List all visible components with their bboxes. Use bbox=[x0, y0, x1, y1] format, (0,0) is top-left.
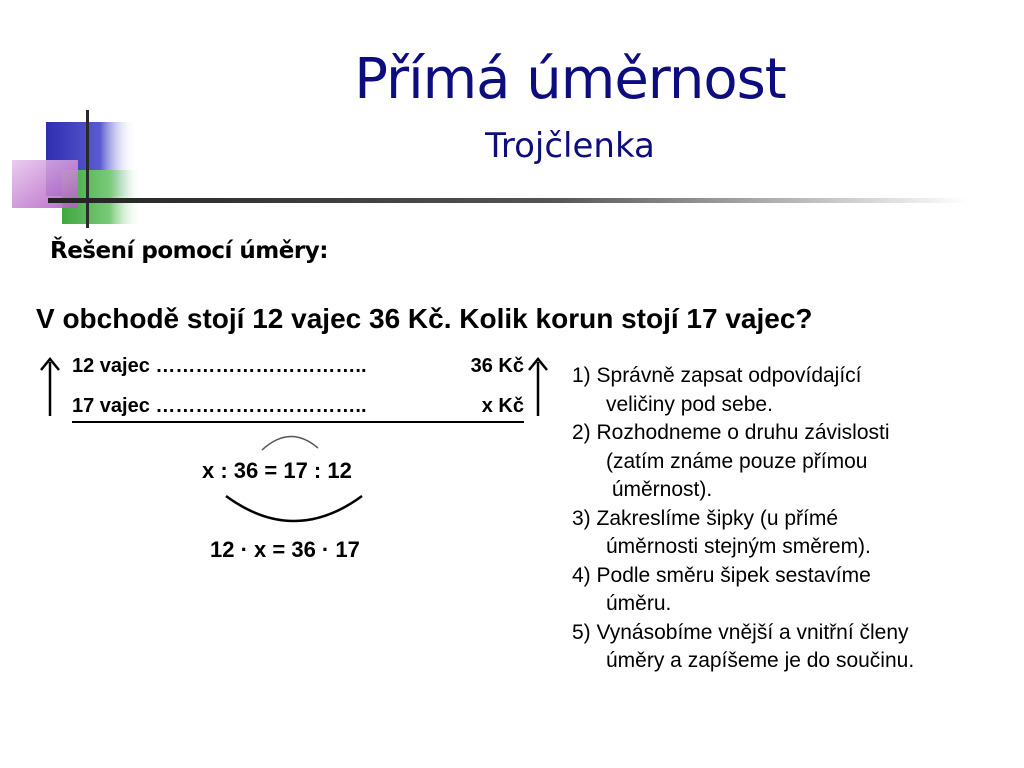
right-up-arrow-icon bbox=[526, 356, 550, 418]
step-2-cont-1: (zatím známe pouze přímou bbox=[606, 449, 868, 473]
step-1-first-line: 1) Správně zapsat odpovídající bbox=[572, 364, 862, 387]
section-heading: Řešení pomocí úměry: bbox=[50, 238, 328, 264]
row2-right: x Kč bbox=[481, 395, 524, 417]
step-2 bbox=[572, 419, 1012, 505]
slide-subtitle: Trojčlenka bbox=[485, 126, 655, 166]
row1-left: 12 vajec ………………………….. bbox=[72, 355, 367, 377]
step-3-cont-1: úměrnosti stejným směrem). bbox=[606, 535, 871, 558]
word-problem: V obchodě stojí 12 vajec 36 Kč. Kolik korun stojí 17 vajec? bbox=[36, 303, 813, 334]
step-2-first-line: 2) Rozhodneme o druhu závislosti bbox=[572, 421, 890, 444]
row2-left: 17 vajec ………………………….. bbox=[72, 395, 367, 417]
setup-row-2 bbox=[72, 395, 524, 423]
step-1-cont-1: veličiny pod sebe. bbox=[606, 392, 773, 416]
product-equation: 12 · x = 36 · 17 bbox=[210, 537, 360, 562]
step-4-cont-1: úměru. bbox=[606, 592, 672, 615]
step-5 bbox=[572, 619, 1012, 676]
step-3-first-line: 3) Zakreslíme šipky (u přímé bbox=[572, 506, 839, 530]
vertical-rule bbox=[86, 110, 89, 228]
step-4 bbox=[572, 562, 1012, 619]
header-rule bbox=[48, 198, 968, 203]
step-2-cont-2: úměrnost). bbox=[606, 478, 713, 501]
left-up-arrow-icon bbox=[38, 356, 62, 418]
header-decoration bbox=[0, 0, 1024, 240]
step-4-first-line: 4) Podle směru šipek sestavíme bbox=[572, 563, 871, 587]
row1-right: 36 Kč bbox=[470, 355, 524, 377]
step-5-first-line: 5) Vynásobíme vnější a vnitřní členy bbox=[572, 620, 909, 644]
slide-title: Přímá úměrnost bbox=[354, 47, 786, 112]
setup-row-1 bbox=[72, 355, 524, 381]
step-5-cont-1: úměry a zapíšeme je do součinu. bbox=[606, 649, 915, 672]
outer-terms-arc bbox=[226, 496, 362, 521]
proportion-equation: x : 36 = 17 : 12 bbox=[202, 458, 352, 483]
step-3 bbox=[572, 505, 1012, 562]
steps-list bbox=[572, 362, 1012, 676]
inner-terms-arc bbox=[262, 436, 318, 450]
step-1 bbox=[572, 362, 1012, 419]
